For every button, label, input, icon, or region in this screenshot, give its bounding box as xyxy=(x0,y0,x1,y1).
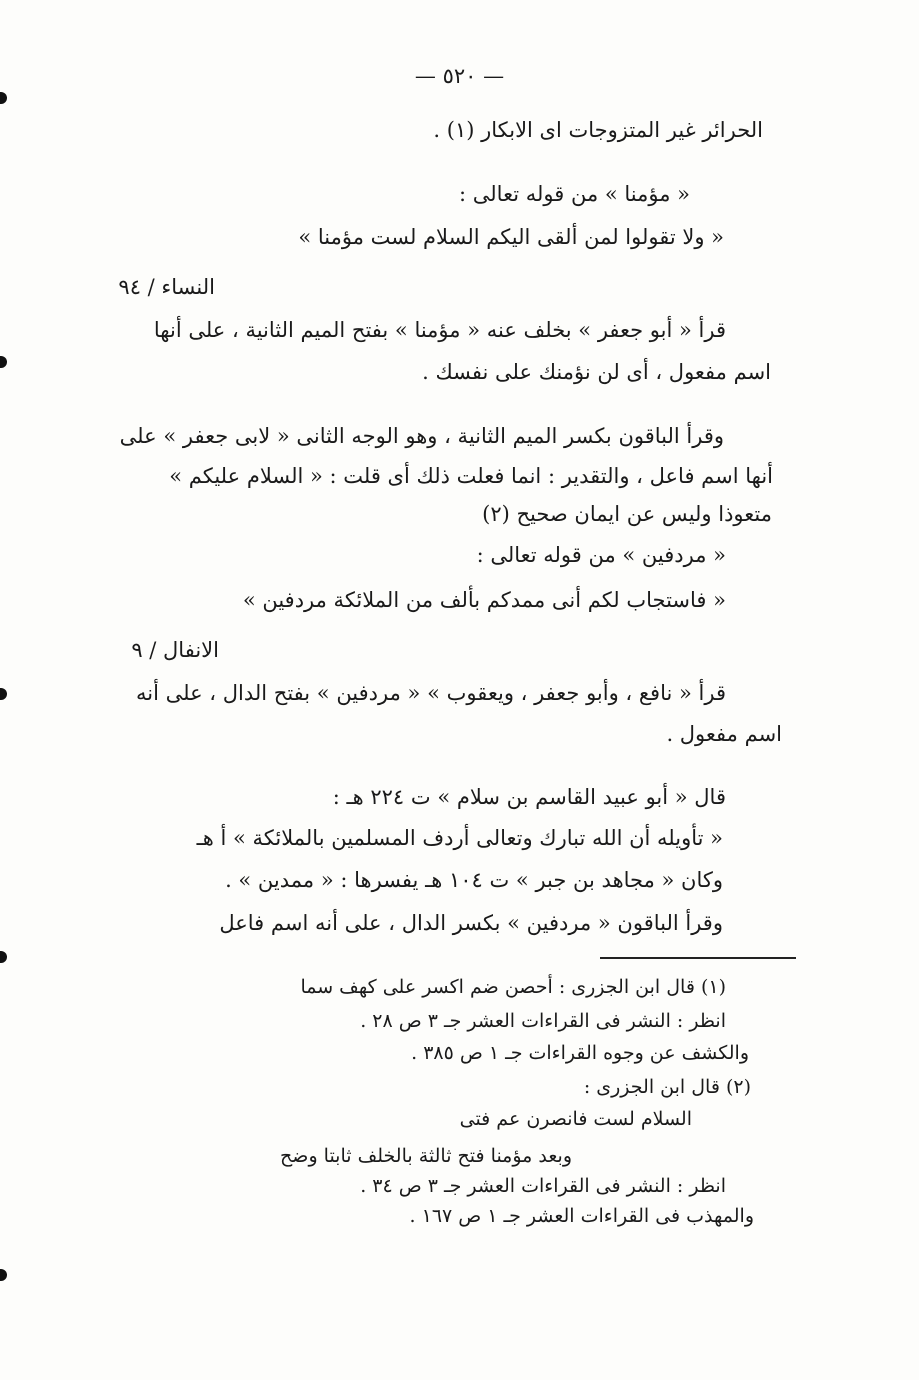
body-line: قرأ « أبو جعفر » بخلف عنه « مؤمنا » بفتح الميم الثانية ، على أنها xyxy=(153,318,726,342)
footnote-line: والكشف عن وجوه القراءات جـ ١ ص ٣٨٥ . xyxy=(411,1042,749,1064)
footnote-line: انظر : النشر فى القراءات العشر جـ ٣ ص ٣٤ . xyxy=(360,1175,726,1197)
body-line: « فاستجاب لكم أنى ممدكم بألف من الملائكة مردفين » xyxy=(242,588,726,612)
scan-mark xyxy=(0,356,7,368)
footnote-line: السلام لست فانصرن عم فتى xyxy=(459,1108,692,1130)
footnote-line: وبعد مؤمنا فتح ثالثة بالخلف ثابتا وضح xyxy=(280,1145,572,1167)
body-line: قال « أبو عبيد القاسم بن سلام » ت ٢٢٤ هـ : xyxy=(332,785,726,809)
body-line: « ولا تقولوا لمن ألقى اليكم السلام لست مؤمنا » xyxy=(298,225,724,249)
scan-mark xyxy=(0,92,7,104)
body-line: اسم مفعول . xyxy=(666,722,782,746)
footnote-line: انظر : النشر فى القراءات العشر جـ ٣ ص ٢٨ . xyxy=(360,1010,726,1032)
sura-reference: النساء / ٩٤ xyxy=(118,275,215,299)
body-line: « مؤمنا » من قوله تعالى : xyxy=(459,182,690,206)
body-line: متعوذا وليس عن ايمان صحيح (٢) xyxy=(482,502,772,526)
body-line: اسم مفعول ، أى لن نؤمنك على نفسك . xyxy=(422,360,771,384)
body-line: قرأ « نافع ، وأبو جعفر ، ويعقوب » « مردفين » بفتح الدال ، على أنه xyxy=(136,681,726,705)
footnote-line: (١) قال ابن الجزرى : أحصن ضم اكسر على كهف سما xyxy=(300,976,726,998)
scan-mark xyxy=(0,951,7,963)
footnote-line: والمهذب فى القراءات العشر جـ ١ ص ١٦٧ . xyxy=(409,1205,754,1227)
body-line: وقرأ الباقون « مردفين » بكسر الدال ، على أنه اسم فاعل xyxy=(219,911,723,935)
body-line: وكان « مجاهد بن جبر » ت ١٠٤ هـ يفسرها : « ممدين » . xyxy=(225,868,723,892)
sura-reference: الانفال / ٩ xyxy=(131,638,219,662)
scan-mark xyxy=(0,1269,7,1281)
body-line: أنها اسم فاعل ، والتقدير : انما فعلت ذلك أى قلت : « السلام عليكم » xyxy=(169,464,773,488)
body-line: وقرأ الباقون بكسر الميم الثانية ، وهو الوجه الثانى « لابى جعفر » على xyxy=(119,424,724,448)
footnote-separator xyxy=(600,957,796,959)
page-number: — ٥٢٠ — xyxy=(414,64,505,88)
body-line: « تأويله أن الله تبارك وتعالى أردف المسلمين بالملائكة » أ هـ xyxy=(196,826,723,850)
body-line: الحرائر غير المتزوجات اى الابكار (١) . xyxy=(433,118,763,142)
scan-mark xyxy=(0,688,7,700)
footnote-line: (٢) قال ابن الجزرى : xyxy=(583,1076,751,1098)
body-line: « مردفين » من قوله تعالى : xyxy=(476,543,726,567)
